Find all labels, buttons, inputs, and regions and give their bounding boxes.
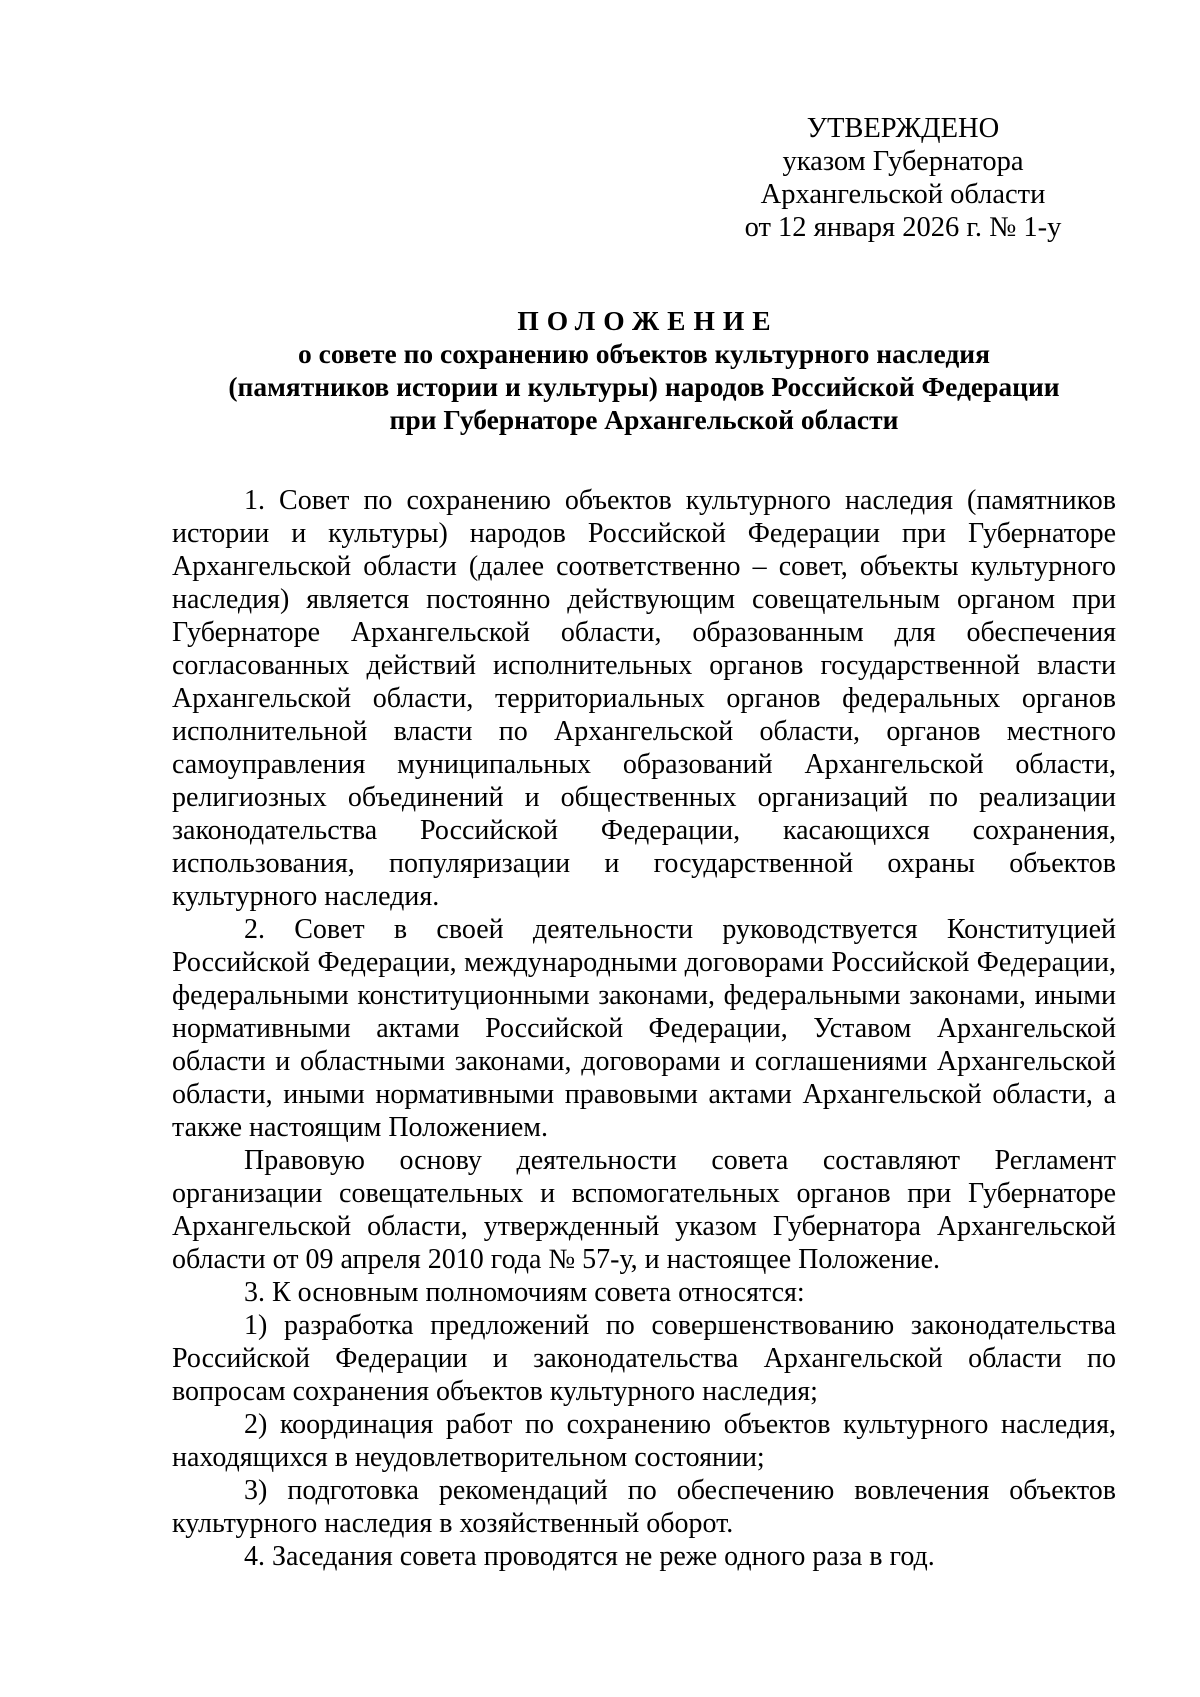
paragraph-2: 2. Совет в своей деятельности руководствуется Конституцией Российской Федерации, международными договорами Российской Федерации, федеральными конституционными законами, федеральными законами, иными нормативными актами Российской Федерации, Уставом Архангельской области и областными законами, договорами и соглашениями Архангельской области, иными нормативными правовыми актами Архангельской области, а также настоящим Положением.: [172, 914, 1116, 1143]
document-body: [172, 484, 1116, 1573]
paragraph-3: 3. К основным полномочиям совета относятся:: [244, 1277, 805, 1308]
paragraph-legal-basis: Правовую основу деятельности совета составляют Регламент организации совещательных и вспомогательных органов при Губернаторе Архангельской области, утвержденный указом Губернатора Архангельской области от 09 апреля 2010 года № 57-у, и настоящее Положение.: [172, 1145, 1116, 1275]
approval-stamp: [733, 112, 1073, 244]
document-heading: ПОЛОЖЕНИЕ: [517, 305, 779, 336]
document-subtitle-line-2: (памятников истории и культуры) народов Российской Федерации: [228, 371, 1060, 402]
document-subtitle-line-3: при Губернаторе Архангельской области: [389, 404, 899, 435]
document-subtitle-line-1: о совете по сохранению объектов культурного наследия: [298, 338, 990, 369]
approval-line-approved: УТВЕРЖДЕНО: [806, 113, 1000, 144]
paragraph-3-item-3: 3) подготовка рекомендаций по обеспечению вовлечения объектов культурного наследия в хозяйственный оборот.: [172, 1475, 1116, 1539]
approval-line-region: Архангельской области: [760, 179, 1046, 210]
paragraph-3-item-2: 2) координация работ по сохранению объектов культурного наследия, находящихся в неудовлетворительном состоянии;: [172, 1409, 1116, 1473]
approval-line-decree: указом Губернатора: [782, 146, 1024, 177]
approval-line-date: от 12 января 2026 г. № 1-у: [744, 212, 1062, 243]
paragraph-4: 4. Заседания совета проводятся не реже одного раза в год.: [244, 1541, 935, 1572]
document-title-block: [172, 304, 1116, 436]
paragraph-1: 1. Совет по сохранению объектов культурного наследия (памятников истории и культуры) народов Российской Федерации при Губернаторе Архангельской области (далее соответственно – совет, объекты культурного наследия) является постоянно действующим совещательным органом при Губернаторе Архангельской области, образованным для обеспечения согласованных действий исполнительных органов государственной власти Архангельской области, территориальных органов федеральных органов исполнительной власти по Архангельской области, органов местного самоуправления муниципальных образований Архангельской области, религиозных объединений и общественных организаций по реализации законодательства Российской Федерации, касающихся сохранения, использования, популяризации и государственной охраны объектов культурного наследия.: [172, 485, 1116, 912]
paragraph-3-item-1: 1) разработка предложений по совершенствованию законодательства Российской Федерации и законодательства Архангельской области по вопросам сохранения объектов культурного наследия;: [172, 1310, 1116, 1407]
